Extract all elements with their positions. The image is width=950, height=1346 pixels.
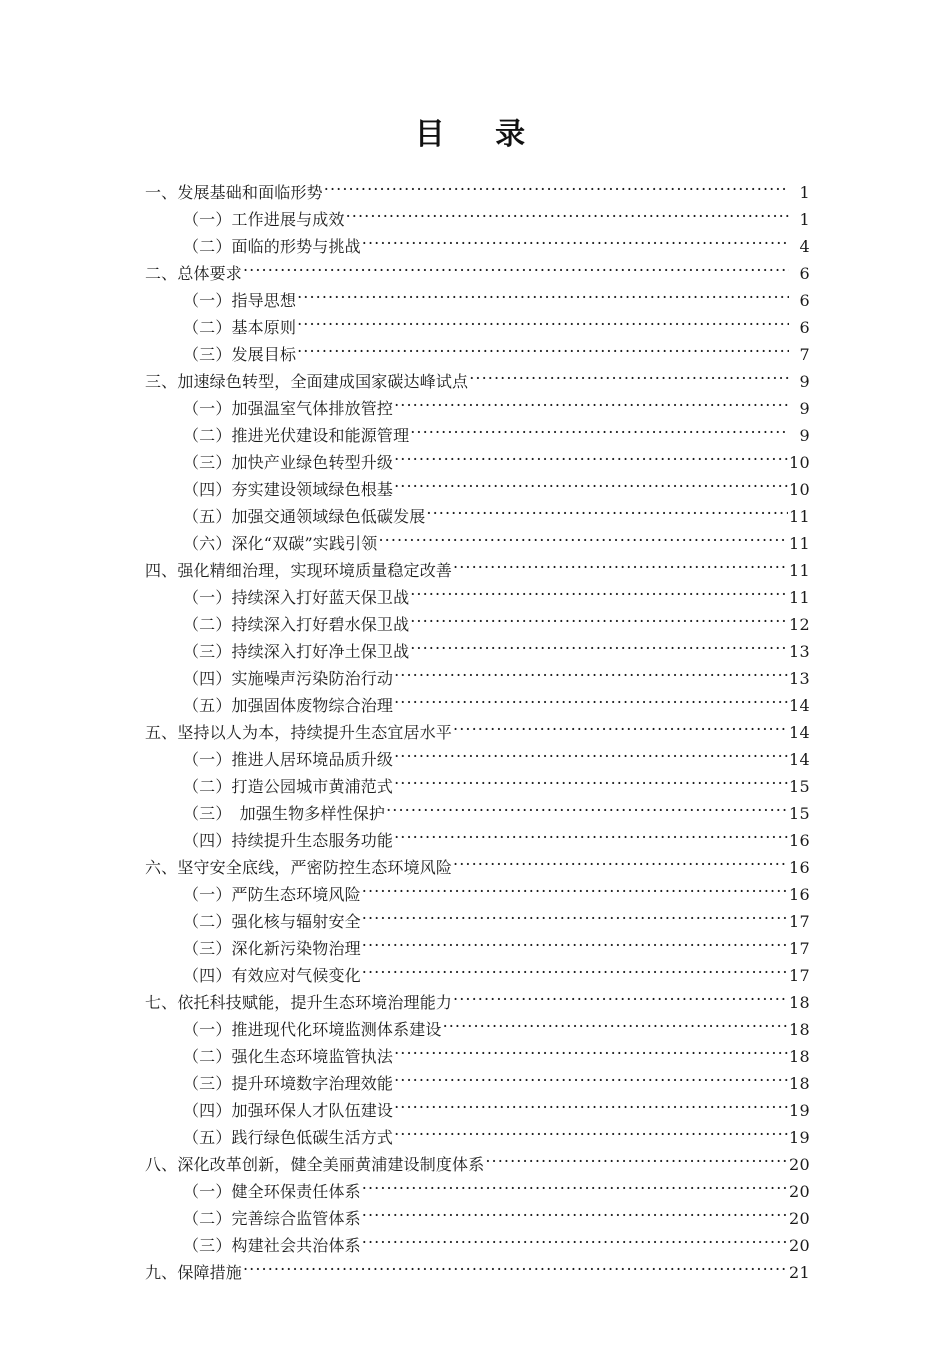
- toc-leader-dots: [346, 209, 789, 225]
- toc-entry-page-number: 20: [789, 1209, 810, 1228]
- toc-entry-label: （一）加强温室气体排放管控: [183, 399, 394, 418]
- toc-leader-dots: [362, 938, 788, 954]
- toc-entry-label: （一）工作进展与成效: [183, 210, 345, 229]
- toc-entry-label: （六）深化“双碳”实践引领: [183, 534, 378, 553]
- toc-entry-page-number: 20: [789, 1155, 810, 1174]
- toc-entry-page-number: 16: [789, 858, 810, 877]
- toc-entry[interactable]: [145, 584, 810, 611]
- toc-entry[interactable]: [145, 1205, 810, 1232]
- toc-leader-dots: [394, 1046, 788, 1062]
- toc-entry[interactable]: [145, 827, 810, 854]
- toc-entry-page-number: 6: [799, 264, 810, 283]
- toc-entry-page-number: 20: [789, 1182, 810, 1201]
- toc-entry-page-number: 19: [789, 1101, 810, 1120]
- toc-entry-page-number: 13: [789, 669, 810, 688]
- toc-leader-dots: [394, 776, 788, 792]
- toc-entry-page-number: 15: [789, 777, 810, 796]
- toc-entry[interactable]: [145, 1043, 810, 1070]
- toc-entry-page-number: 9: [799, 426, 810, 445]
- toc-entry-label: （三）构建社会共治体系: [183, 1236, 361, 1255]
- toc-leader-dots: [443, 1019, 788, 1035]
- toc-entry[interactable]: [145, 719, 810, 746]
- toc-entry-page-number: 6: [799, 291, 810, 310]
- toc-leader-dots: [485, 1154, 788, 1170]
- toc-entry-page-number: 7: [799, 345, 810, 364]
- toc-entry-page-number: 14: [789, 750, 810, 769]
- toc-entry[interactable]: [145, 1259, 810, 1286]
- toc-entry-page-number: 11: [789, 507, 810, 526]
- toc-entry[interactable]: [145, 935, 810, 962]
- table-of-contents: [0, 179, 950, 1286]
- toc-entry-page-number: 14: [789, 696, 810, 715]
- toc-entry[interactable]: [145, 206, 810, 233]
- toc-entry-label: （一）推进人居环境品质升级: [183, 750, 394, 769]
- toc-entry-page-number: 13: [789, 642, 810, 661]
- toc-entry-page-number: 17: [789, 912, 810, 931]
- toc-entry-page-number: 11: [789, 561, 810, 580]
- toc-entry-page-number: 16: [789, 831, 810, 850]
- toc-entry-page-number: 4: [799, 237, 810, 256]
- toc-leader-dots: [394, 1073, 788, 1089]
- toc-leader-dots: [453, 857, 788, 873]
- toc-leader-dots: [362, 911, 788, 927]
- toc-entry-page-number: 16: [789, 885, 810, 904]
- toc-entry-label: （五）加强固体废物综合治理: [183, 696, 394, 715]
- toc-entry[interactable]: [145, 881, 810, 908]
- toc-leader-dots: [410, 614, 788, 630]
- toc-entry-page-number: 11: [789, 534, 810, 553]
- toc-entry-page-number: 1: [799, 183, 810, 202]
- toc-leader-dots: [297, 290, 789, 306]
- toc-entry-label: （二）强化核与辐射安全: [183, 912, 361, 931]
- toc-leader-dots: [243, 263, 789, 279]
- toc-entry-label: （四）持续提升生态服务功能: [183, 831, 394, 850]
- toc-entry-label: 三、加速绿色转型，全面建成国家碳达峰试点: [145, 372, 469, 391]
- toc-entry-label: （一）推进现代化环境监测体系建设: [183, 1020, 442, 1039]
- toc-entry-page-number: 18: [789, 993, 810, 1012]
- toc-leader-dots: [453, 560, 788, 576]
- toc-leader-dots: [362, 236, 789, 252]
- toc-entry-page-number: 10: [789, 480, 810, 499]
- toc-leader-dots: [297, 317, 789, 333]
- toc-leader-dots: [469, 371, 789, 387]
- toc-entry-label: （三）深化新污染物治理: [183, 939, 361, 958]
- toc-leader-dots: [426, 506, 788, 522]
- toc-entry-label: （一）持续深入打好蓝天保卫战: [183, 588, 410, 607]
- toc-leader-dots: [362, 1181, 788, 1197]
- toc-leader-dots: [453, 722, 788, 738]
- toc-entry-label: （二）持续深入打好碧水保卫战: [183, 615, 410, 634]
- toc-leader-dots: [362, 1235, 788, 1251]
- toc-leader-dots: [453, 992, 788, 1008]
- toc-entry-label: 四、强化精细治理，实现环境质量稳定改善: [145, 561, 453, 580]
- toc-entry-page-number: 1: [799, 210, 810, 229]
- toc-entry-label: （二）打造公园城市黄浦范式: [183, 777, 394, 796]
- toc-entry[interactable]: [145, 341, 810, 368]
- toc-entry-label: 九、保障措施: [145, 1263, 242, 1282]
- toc-entry-page-number: 12: [789, 615, 810, 634]
- toc-entry[interactable]: [145, 800, 810, 827]
- toc-entry-label: （三）发展目标: [183, 345, 297, 364]
- toc-entry[interactable]: [145, 611, 810, 638]
- toc-entry[interactable]: [145, 314, 810, 341]
- toc-entry[interactable]: [145, 179, 810, 206]
- toc-leader-dots: [362, 884, 788, 900]
- toc-entry-label: （二）推进光伏建设和能源管理: [183, 426, 410, 445]
- toc-leader-dots: [324, 182, 789, 198]
- toc-entry[interactable]: [145, 962, 810, 989]
- toc-entry-page-number: 20: [789, 1236, 810, 1255]
- toc-entry-page-number: 9: [799, 399, 810, 418]
- toc-entry-label: （五）加强交通领域绿色低碳发展: [183, 507, 426, 526]
- toc-entry[interactable]: [145, 422, 810, 449]
- toc-entry-page-number: 21: [789, 1263, 810, 1282]
- toc-entry-label: （四）加强环保人才队伍建设: [183, 1101, 394, 1120]
- toc-entry-page-number: 18: [789, 1047, 810, 1066]
- toc-entry-label: （一）健全环保责任体系: [183, 1182, 361, 1201]
- toc-entry[interactable]: [145, 1232, 810, 1259]
- toc-leader-dots: [394, 695, 788, 711]
- toc-entry[interactable]: [145, 854, 810, 881]
- page-title: 目 录: [414, 117, 536, 152]
- toc-entry-page-number: 18: [789, 1074, 810, 1093]
- toc-leader-dots: [394, 830, 788, 846]
- toc-entry-page-number: 11: [789, 588, 810, 607]
- toc-entry[interactable]: [145, 557, 810, 584]
- toc-entry-label: 一、发展基础和面临形势: [145, 183, 323, 202]
- toc-leader-dots: [394, 452, 788, 468]
- toc-leader-dots: [394, 398, 789, 414]
- toc-entry[interactable]: [145, 449, 810, 476]
- toc-entry[interactable]: [145, 989, 810, 1016]
- toc-entry-label: （五）践行绿色低碳生活方式: [183, 1128, 394, 1147]
- toc-entry[interactable]: [145, 395, 810, 422]
- toc-leader-dots: [378, 533, 788, 549]
- toc-leader-dots: [410, 641, 788, 657]
- toc-leader-dots: [410, 587, 788, 603]
- toc-entry-label: （一）指导思想: [183, 291, 297, 310]
- toc-leader-dots: [410, 425, 789, 441]
- toc-entry-page-number: 17: [789, 966, 810, 985]
- toc-entry[interactable]: [145, 1151, 810, 1178]
- toc-entry-label: （三）加快产业绿色转型升级: [183, 453, 394, 472]
- toc-entry-page-number: 9: [799, 372, 810, 391]
- toc-entry-label: 二、总体要求: [145, 264, 242, 283]
- toc-entry-label: 六、坚守安全底线，严密防控生态环境风险: [145, 858, 453, 877]
- toc-entry[interactable]: [145, 665, 810, 692]
- toc-entry-label: （四）有效应对气候变化: [183, 966, 361, 985]
- toc-entry[interactable]: [145, 638, 810, 665]
- toc-entry-label: （三）持续深入打好净土保卫战: [183, 642, 410, 661]
- toc-entry[interactable]: [145, 1070, 810, 1097]
- toc-entry-label: （三）提升环境数字治理效能: [183, 1074, 394, 1093]
- toc-entry-label: 七、依托科技赋能，提升生态环境治理能力: [145, 993, 453, 1012]
- toc-entry-page-number: 6: [799, 318, 810, 337]
- toc-entry[interactable]: [145, 908, 810, 935]
- toc-entry-label: （二）强化生态环境监管执法: [183, 1047, 394, 1066]
- toc-leader-dots: [394, 749, 788, 765]
- toc-entry-label: 八、深化改革创新，健全美丽黄浦建设制度体系: [145, 1155, 485, 1174]
- toc-leader-dots: [394, 668, 788, 684]
- toc-entry[interactable]: [145, 1016, 810, 1043]
- toc-entry[interactable]: [145, 503, 810, 530]
- toc-entry-label: （三） 加强生物多样性保护: [183, 804, 386, 823]
- toc-entry-page-number: 10: [789, 453, 810, 472]
- toc-entry-label: （二）面临的形势与挑战: [183, 237, 361, 256]
- toc-entry-page-number: 14: [789, 723, 810, 742]
- toc-leader-dots: [394, 479, 788, 495]
- toc-entry-label: （四）实施噪声污染防治行动: [183, 669, 394, 688]
- toc-entry-page-number: 18: [789, 1020, 810, 1039]
- toc-entry[interactable]: [145, 368, 810, 395]
- toc-leader-dots: [394, 1127, 788, 1143]
- toc-entry-label: （一）严防生态环境风险: [183, 885, 361, 904]
- toc-entry[interactable]: [145, 692, 810, 719]
- toc-entry[interactable]: [145, 476, 810, 503]
- toc-leader-dots: [386, 803, 788, 819]
- toc-entry[interactable]: [145, 1124, 810, 1151]
- toc-entry-page-number: 17: [789, 939, 810, 958]
- toc-entry[interactable]: [145, 260, 810, 287]
- toc-entry[interactable]: [145, 773, 810, 800]
- toc-leader-dots: [243, 1262, 788, 1278]
- toc-entry[interactable]: [145, 1097, 810, 1124]
- toc-entry-label: 五、坚持以人为本，持续提升生态宜居水平: [145, 723, 453, 742]
- toc-leader-dots: [394, 1100, 788, 1116]
- toc-leader-dots: [297, 344, 789, 360]
- toc-entry[interactable]: [145, 1178, 810, 1205]
- toc-entry-label: （二）完善综合监管体系: [183, 1209, 361, 1228]
- toc-entry-label: （四）夯实建设领域绿色根基: [183, 480, 394, 499]
- toc-entry[interactable]: [145, 287, 810, 314]
- toc-entry-page-number: 15: [789, 804, 810, 823]
- toc-entry[interactable]: [145, 530, 810, 557]
- toc-leader-dots: [362, 1208, 788, 1224]
- toc-leader-dots: [362, 965, 788, 981]
- toc-entry[interactable]: [145, 746, 810, 773]
- toc-entry-label: （二）基本原则: [183, 318, 297, 337]
- toc-entry-page-number: 19: [789, 1128, 810, 1147]
- toc-entry[interactable]: [145, 233, 810, 260]
